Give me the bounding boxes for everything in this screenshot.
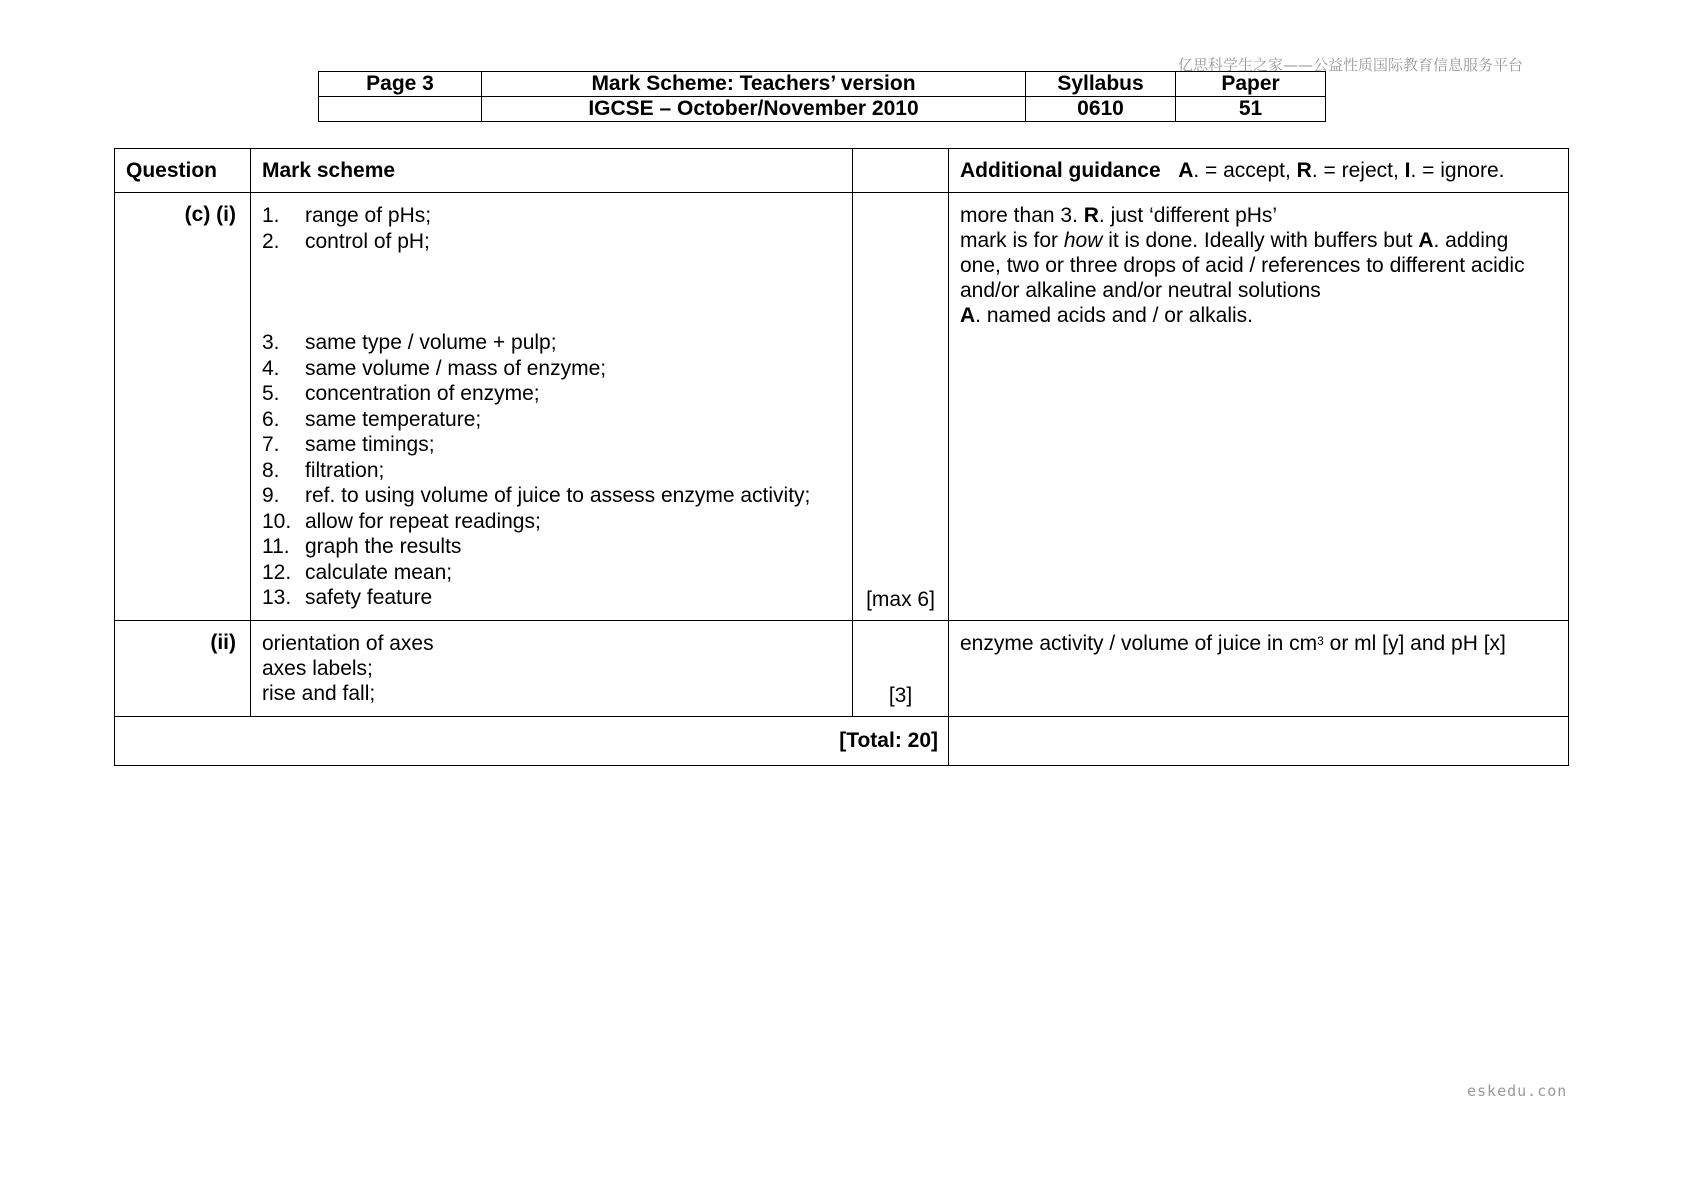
mark-point (262, 483, 852, 509)
guidance-line: mark is for how it is done. Ideally with buffers but A. adding (960, 229, 1509, 252)
header-empty-cell (319, 97, 482, 122)
marks-c-ii (853, 620, 949, 716)
mark-point (262, 330, 852, 356)
point-number: 2. (262, 229, 280, 253)
point-text: same type / volume + pulp; (305, 331, 557, 354)
mark-point (262, 229, 852, 255)
point-number: 6. (262, 407, 280, 431)
points-list-b (262, 330, 852, 611)
guidance-line: and/or alkaline and/or neutral solutions (960, 279, 1321, 302)
mark-point (262, 534, 852, 560)
guidance-line: more than 3. R. just ‘different pHs’ (960, 204, 1278, 227)
watermark-top: 亿思科学生之家——公益性质国际教育信息服务平台 (1178, 56, 1524, 74)
markscheme-c-i (251, 193, 853, 621)
marks-value: [max 6] (866, 587, 935, 611)
guidance-c-i (949, 193, 1569, 621)
mark-point (262, 458, 852, 484)
question-c-ii: (ii) (115, 620, 251, 716)
markscheme-line: axes labels; (262, 656, 373, 680)
mark-scheme-table (114, 148, 1569, 766)
point-number: 7. (262, 433, 280, 456)
point-number: 5. (262, 382, 280, 405)
paper-label: Paper (1176, 72, 1326, 97)
point-number: 3. (262, 331, 280, 354)
point-number: 10. (262, 509, 292, 533)
mark-point (262, 585, 852, 611)
point-text: concentration of enzyme; (305, 382, 540, 405)
point-text: same volume / mass of enzyme; (305, 356, 607, 380)
point-number: 9. (262, 484, 280, 507)
total-marks: [Total: 20] (115, 716, 949, 765)
point-text: allow for repeat readings; (305, 509, 541, 533)
markscheme-c-ii (251, 620, 853, 716)
point-number: 4. (262, 356, 280, 380)
paper-number: 51 (1176, 97, 1326, 122)
syllabus-label: Syllabus (1026, 72, 1176, 97)
markscheme-line: rise and fall; (262, 681, 376, 705)
guidance-c-ii (949, 620, 1569, 716)
marks-c-i (853, 193, 949, 621)
syllabus-code: 0610 (1026, 97, 1176, 122)
point-text: same timings; (305, 433, 435, 456)
point-text: calculate mean; (305, 560, 453, 584)
point-number: 11. (262, 535, 290, 558)
mark-point (262, 407, 852, 433)
point-text: safety feature (305, 586, 433, 609)
guidance-line: enzyme activity / volume of juice in $cm^3$ or ml [y] and pH [x] (960, 631, 1506, 655)
point-text: ref. to using volume of juice to assess enzyme activity; (305, 484, 811, 507)
point-number: 13. (262, 586, 292, 609)
points-list-a (262, 203, 852, 254)
point-number: 1. (262, 204, 280, 227)
point-text: filtration; (305, 458, 385, 482)
header-table (318, 71, 1326, 122)
doc-title: Mark Scheme: Teachers’ version (482, 72, 1026, 97)
point-text: range of pHs; (305, 204, 432, 227)
mark-point (262, 432, 852, 458)
mark-point (262, 509, 852, 535)
mark-point (262, 381, 852, 407)
point-text: control of pH; (305, 229, 430, 253)
page-label: Page 3 (319, 72, 482, 97)
point-text: graph the results (305, 535, 462, 558)
point-text: same temperature; (305, 407, 482, 431)
point-number: 12. (262, 560, 292, 584)
mark-point (262, 356, 852, 382)
exam-session: IGCSE – October/November 2010 (482, 97, 1026, 122)
guidance-line: one, two or three drops of acid / references to different acidic (960, 254, 1525, 277)
question-c-i: (c) (i) (115, 193, 251, 621)
col-marks-header (853, 149, 949, 193)
guidance-line: A. named acids and / or alkalis. (960, 304, 1253, 327)
col-markscheme-header: Mark scheme (251, 149, 853, 193)
watermark-bottom: eskedu.con (1467, 1082, 1568, 1100)
point-number: 8. (262, 458, 280, 482)
mark-point (262, 560, 852, 586)
markscheme-line: orientation of axes (262, 631, 434, 655)
col-question-header: Question (115, 149, 251, 193)
col-guidance-header: Additional guidance A. = accept, R. = reject, I. = ignore. (949, 149, 1569, 193)
total-guidance-empty (949, 716, 1569, 765)
marks-value: [3] (888, 683, 913, 707)
mark-point (262, 203, 852, 229)
